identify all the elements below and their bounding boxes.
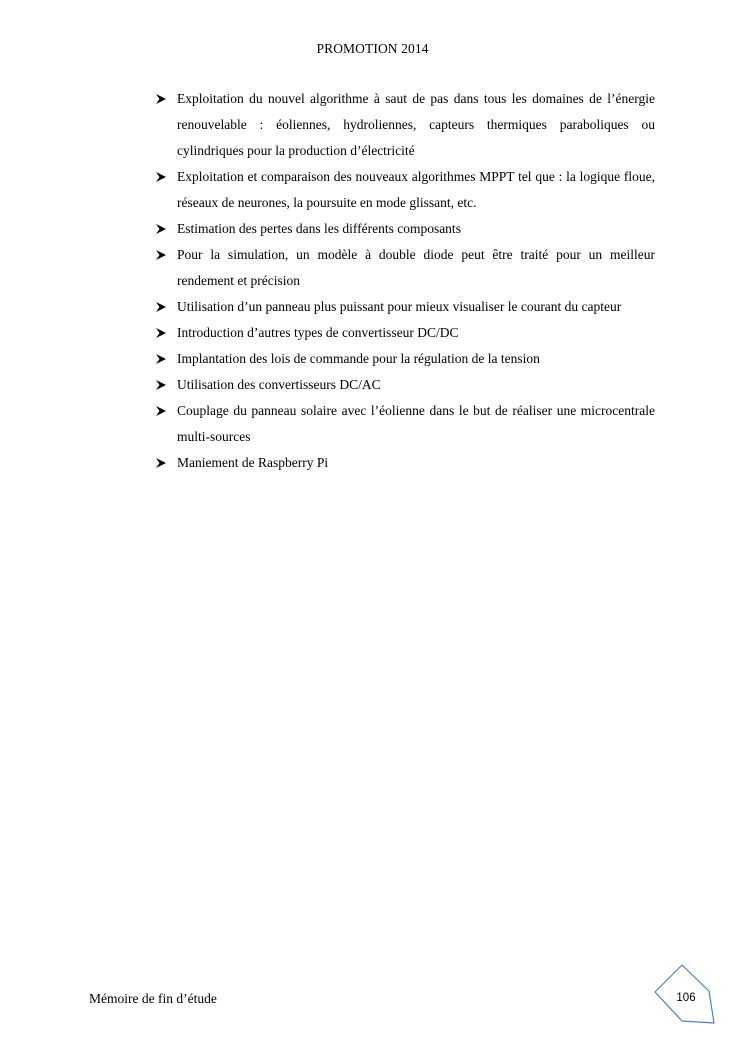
arrow-bullet-icon xyxy=(155,223,167,235)
footer-text: Mémoire de fin d’étude xyxy=(89,991,217,1006)
bullet-text: Exploitation et comparaison des nouveaux algorithmes MPPT tel que : la logique floue, réseaux de neurones, la poursuite en mode glissant, etc. xyxy=(177,169,655,210)
bullet-list xyxy=(155,86,655,476)
list-item xyxy=(155,242,655,294)
arrow-bullet-icon xyxy=(155,93,167,105)
list-item xyxy=(155,372,655,398)
list-item xyxy=(155,294,655,320)
bullet-text: Utilisation d’un panneau plus puissant pour mieux visualiser le courant du capteur xyxy=(177,299,622,314)
list-item xyxy=(155,450,655,476)
arrow-bullet-icon xyxy=(155,405,167,417)
arrow-bullet-icon xyxy=(155,353,167,365)
list-item xyxy=(155,216,655,242)
arrow-bullet-icon xyxy=(155,379,167,391)
page-number: 106 xyxy=(676,992,696,1004)
arrow-bullet-icon xyxy=(155,249,167,261)
arrow-bullet-icon xyxy=(155,171,167,183)
bullet-text: Estimation des pertes dans les différents composants xyxy=(177,221,461,236)
bullet-text: Introduction d’autres types de convertisseur DC/DC xyxy=(177,325,459,340)
bullet-text: Exploitation du nouvel algorithme à saut de pas dans tous les domaines de l’énergie renouvelable : éoliennes, hydroliennes, capteurs thermiques paraboliques ou cylindriques pour la production d’électricité xyxy=(177,91,655,158)
list-item xyxy=(155,398,655,450)
bullet-text: Utilisation des convertisseurs DC/AC xyxy=(177,377,381,392)
list-item xyxy=(155,346,655,372)
bullet-text: Maniement de Raspberry Pi xyxy=(177,455,329,470)
list-item xyxy=(155,164,655,216)
list-item xyxy=(155,320,655,346)
bullet-text: Implantation des lois de commande pour la régulation de la tension xyxy=(177,351,540,366)
arrow-bullet-icon xyxy=(155,327,167,339)
bullet-text: Pour la simulation, un modèle à double diode peut être traité pour un meilleur rendement et précision xyxy=(177,247,655,288)
bullet-text: Couplage du panneau solaire avec l’éolienne dans le but de réaliser une microcentrale multi-sources xyxy=(177,403,655,444)
arrow-bullet-icon xyxy=(155,457,167,469)
page-header-title: PROMOTION 2014 xyxy=(316,41,429,56)
list-item xyxy=(155,86,655,164)
arrow-bullet-icon xyxy=(155,301,167,313)
